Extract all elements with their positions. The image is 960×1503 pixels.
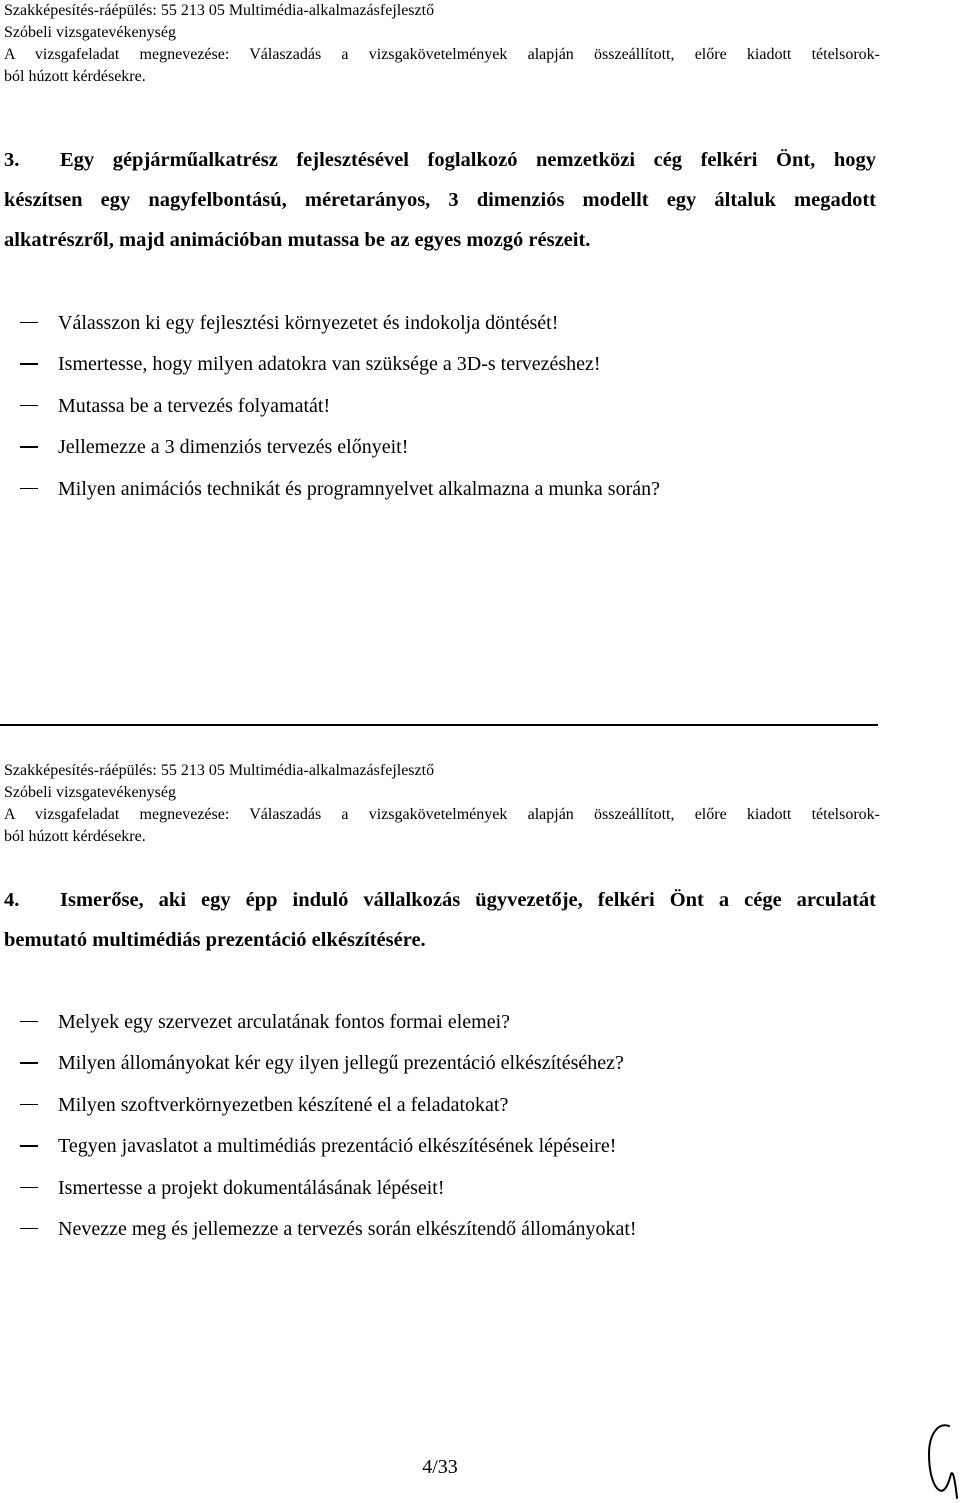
question-4-line-2: bemutató multimédiás prezentáció elkészítésére. bbox=[4, 929, 426, 951]
list-item: Milyen animációs technikát és programnyelvet alkalmazna a munka során? bbox=[20, 474, 660, 515]
header-exam-activity: Szóbeli vizsgatevékenység bbox=[4, 784, 176, 801]
question-3-number: 3. bbox=[4, 149, 20, 171]
header-qualification: Szakképesítés-ráépülés: 55 213 05 Multimédia-alkalmazásfejlesztő bbox=[4, 2, 435, 19]
question-4-subquestions bbox=[20, 1007, 637, 1255]
signature-mark bbox=[915, 1420, 960, 1500]
page-header-2 bbox=[4, 760, 880, 848]
list-item: Mutassa be a tervezés folyamatát! bbox=[20, 391, 660, 432]
list-item: Melyek egy szervezet arculatának fontos formai elemei? bbox=[20, 1007, 637, 1048]
list-item: Milyen állományokat kér egy ilyen jellegű prezentáció elkészítéséhez? bbox=[20, 1048, 637, 1089]
dash-bullet-icon bbox=[20, 488, 38, 489]
list-item: Válasszon ki egy fejlesztési környezetet és indokolja döntését! bbox=[20, 308, 660, 349]
dash-bullet-icon bbox=[20, 446, 38, 447]
page-header bbox=[4, 0, 880, 88]
list-item: Ismertesse, hogy milyen adatokra van szüksége a 3D-s tervezéshez! bbox=[20, 349, 660, 390]
dash-bullet-icon bbox=[20, 363, 38, 364]
dash-bullet-icon bbox=[20, 1187, 38, 1188]
header-exam-activity: Szóbeli vizsgatevékenység bbox=[4, 24, 176, 41]
dash-bullet-icon bbox=[20, 405, 38, 406]
dash-bullet-icon bbox=[20, 1145, 38, 1146]
header-qualification: Szakképesítés-ráépülés: 55 213 05 Multimédia-alkalmazásfejlesztő bbox=[4, 762, 435, 779]
header-task-name-cont: ból húzott kérdésekre. bbox=[4, 68, 146, 85]
header-task-name: A vizsgafeladat megnevezése: Válaszadás a vizsgakövetelmények alapján összeállított, előre kiadott tételsorok- bbox=[4, 46, 880, 63]
header-task-name-cont: ból húzott kérdésekre. bbox=[4, 828, 146, 845]
list-item: Milyen szoftverkörnyezetben készítené el a feladatokat? bbox=[20, 1090, 637, 1131]
page-number: 4/33 bbox=[422, 1456, 458, 1478]
question-3 bbox=[4, 140, 876, 260]
question-3-subquestions bbox=[20, 308, 660, 515]
header-task-name: A vizsgafeladat megnevezése: Válaszadás a vizsgakövetelmények alapján összeállított, előre kiadott tételsorok- bbox=[4, 806, 880, 823]
list-item: Nevezze meg és jellemezze a tervezés során elkészítendő állományokat! bbox=[20, 1214, 637, 1255]
question-4 bbox=[4, 880, 876, 960]
list-item: Tegyen javaslatot a multimédiás prezentáció elkészítésének lépéseire! bbox=[20, 1131, 637, 1172]
dash-bullet-icon bbox=[20, 1228, 38, 1229]
question-4-number: 4. bbox=[4, 889, 20, 911]
question-3-line-2: készítsen egy nagyfelbontású, méretarányos, 3 dimenziós modellt egy általuk megadott bbox=[4, 189, 876, 211]
question-4-line-1: 4. Ismerőse, aki egy épp induló vállalkozás ügyvezetője, felkéri Önt a cége arculatát bbox=[4, 880, 876, 920]
question-3-line-1: 3. Egy gépjárműalkatrész fejlesztésével foglalkozó nemzetközi cég felkéri Önt, hogy bbox=[4, 140, 876, 180]
dash-bullet-icon bbox=[20, 1021, 38, 1022]
dash-bullet-icon bbox=[20, 322, 38, 323]
dash-bullet-icon bbox=[20, 1104, 38, 1105]
list-item: Jellemezze a 3 dimenziós tervezés előnyeit! bbox=[20, 432, 660, 473]
dash-bullet-icon bbox=[20, 1062, 38, 1063]
page-separator bbox=[0, 724, 878, 726]
list-item: Ismertesse a projekt dokumentálásának lépéseit! bbox=[20, 1173, 637, 1214]
question-3-line-3: alkatrészről, majd animációban mutassa be az egyes mozgó részeit. bbox=[4, 229, 591, 251]
